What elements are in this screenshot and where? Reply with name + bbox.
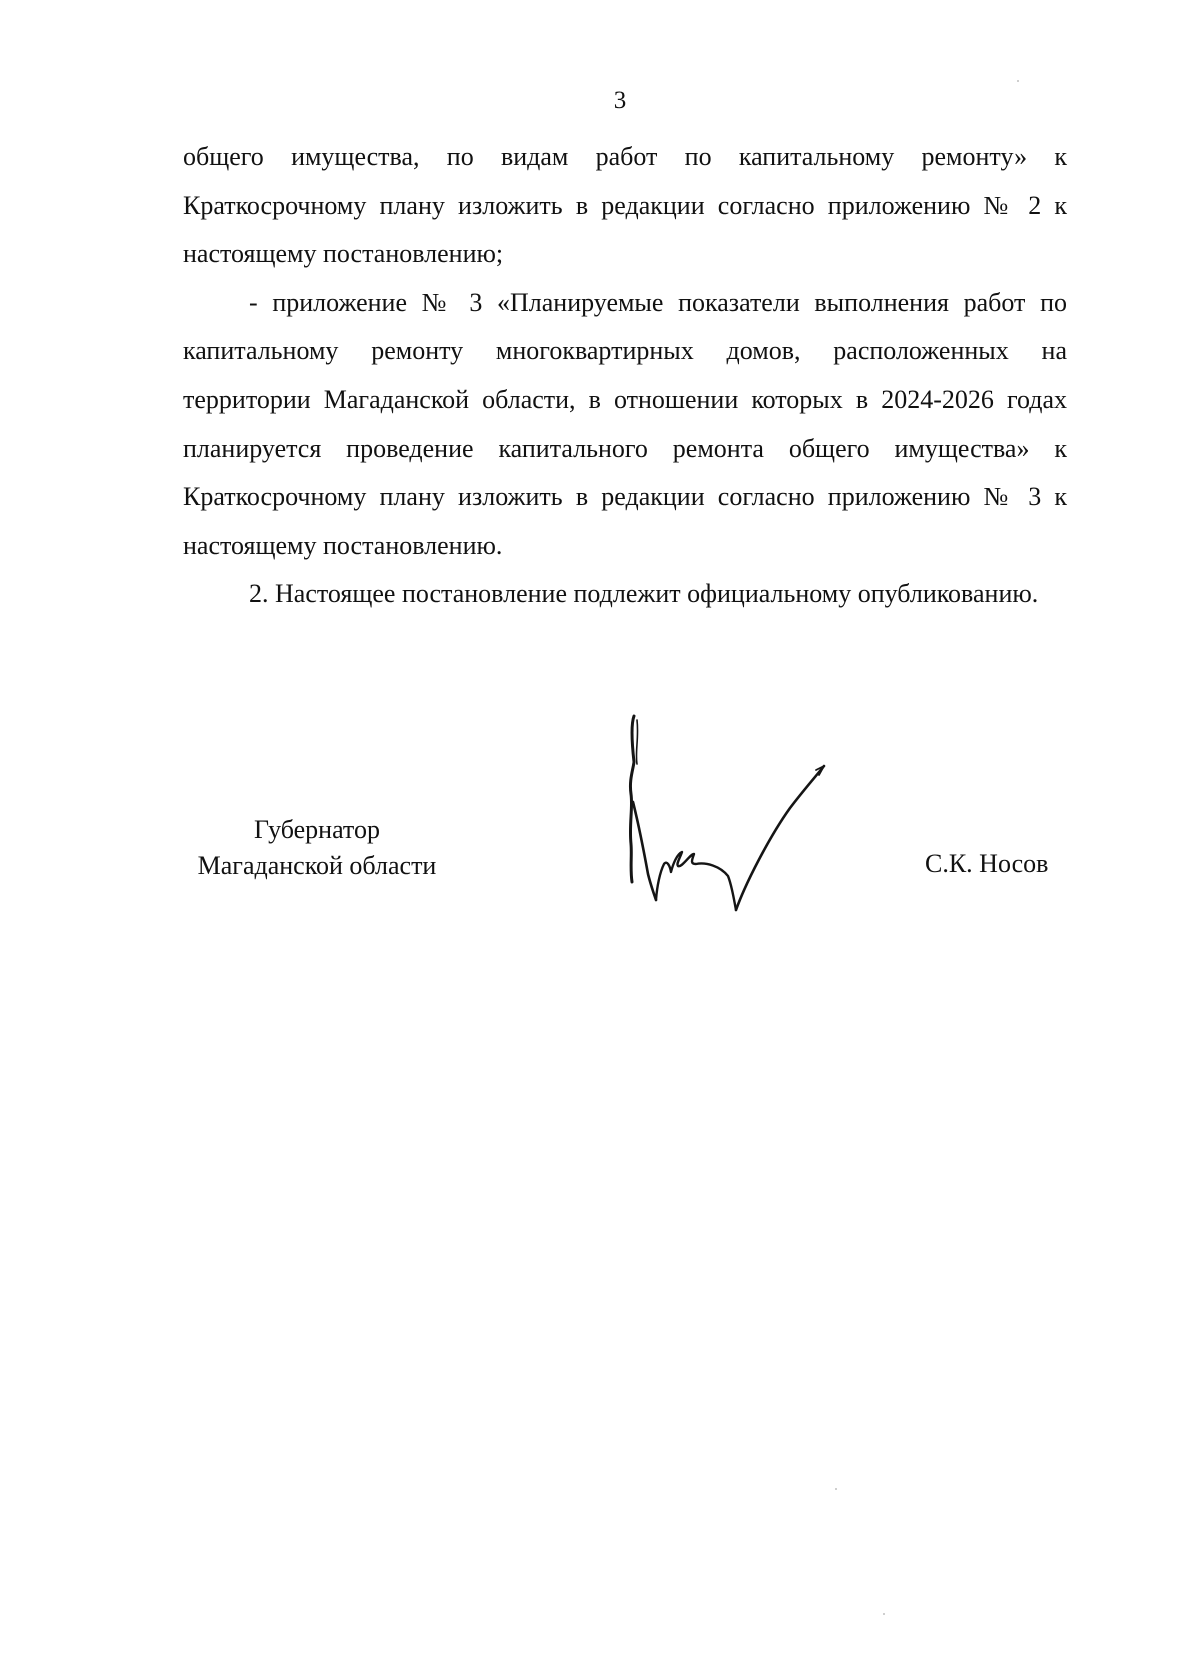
scan-speck: [835, 1488, 837, 1490]
page-number: 3: [613, 87, 627, 114]
signatory-position-line-1: Губернатор: [254, 815, 380, 844]
handwritten-signature: [620, 704, 860, 964]
scan-speck: [1017, 80, 1019, 82]
document-body: [183, 133, 1067, 619]
signatory-position: [165, 812, 469, 884]
paragraph-publication: 2. Настоящее постановление подлежит официальному опубликованию.: [249, 579, 1039, 609]
signatory-position-line-2: Магаданской области: [197, 851, 437, 880]
signatory-name: С.К. Носов: [925, 849, 1049, 878]
scan-speck: [883, 1613, 885, 1615]
paragraph-appendix-3: - приложение № 3 «Планируемые показатели выполнения работ по капитальному ремонту многоквартирных домов, расположенных на территории Магаданской области, в отношении которых в 2024-2026 годах планируется проведение капитального ремонта общего имущества» к Краткосрочному плану изложить в редакции согласно приложению № 3 к настоящему постановлению.: [183, 287, 1067, 560]
paragraph-appendix-2-continuation: общего имущества, по видам работ по капитальному ремонту» к Краткосрочному плану изложить в редакции согласно приложению № 2 к настоящему постановлению;: [183, 142, 1067, 269]
